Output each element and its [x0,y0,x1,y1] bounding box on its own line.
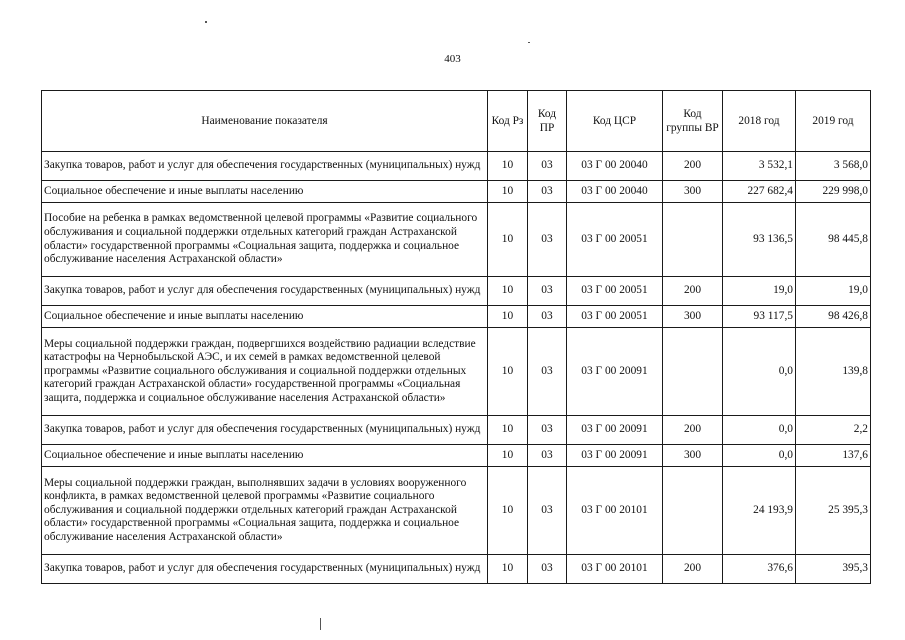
row-vr [663,328,723,416]
row-vr: 200 [663,277,723,306]
row-name: Пособие на ребенка в рамках ведомственной целевой программы «Развитие социального обслуживания и социальной поддержки отдельных категорий граждан Астраханской области» государственной программы «Социальная защита, поддержка и социальное обслуживание населения Астраханской области» [42,203,488,277]
row-csr: 03 Г 00 20091 [567,416,663,445]
header-vr: Код группы ВР [663,91,723,152]
table-row [42,445,871,467]
row-pr: 03 [528,181,567,203]
row-2019: 139,8 [796,328,871,416]
scan-speck [528,42,530,43]
row-2018: 24 193,9 [723,467,796,555]
row-name: Меры социальной поддержки граждан, выполнявших задачи в условиях вооруженного конфликта, в рамках ведомственной целевой программы «Развитие социального обслуживания и социальной поддержки отдельных категорий граждан Астраханской области» государственной программы «Социальная защита, поддержка и социальное обслуживание населения Астраханской области» [42,467,488,555]
row-2019: 229 998,0 [796,181,871,203]
header-csr: Код ЦСР [567,91,663,152]
scan-speck [205,21,207,23]
row-rz: 10 [488,445,528,467]
row-vr: 200 [663,152,723,181]
table-row [42,181,871,203]
row-pr: 03 [528,328,567,416]
table-row [42,306,871,328]
row-rz: 10 [488,555,528,584]
row-csr: 03 Г 00 20101 [567,555,663,584]
table-row [42,555,871,584]
row-csr: 03 Г 00 20091 [567,328,663,416]
row-name: Социальное обеспечение и иные выплаты населению [42,306,488,328]
header-name: Наименование показателя [42,91,488,152]
row-vr: 300 [663,181,723,203]
row-name: Закупка товаров, работ и услуг для обеспечения государственных (муниципальных) нужд [42,152,488,181]
row-2019: 98 445,8 [796,203,871,277]
row-2018: 19,0 [723,277,796,306]
table-row [42,467,871,555]
table-header-row [42,91,871,152]
row-2018: 93 117,5 [723,306,796,328]
row-2019: 25 395,3 [796,467,871,555]
row-2019: 2,2 [796,416,871,445]
row-2019: 137,6 [796,445,871,467]
row-csr: 03 Г 00 20091 [567,445,663,467]
row-2018: 0,0 [723,416,796,445]
row-name: Закупка товаров, работ и услуг для обеспечения государственных (муниципальных) нужд [42,416,488,445]
row-vr: 300 [663,445,723,467]
row-csr: 03 Г 00 20101 [567,467,663,555]
row-rz: 10 [488,467,528,555]
row-2018: 93 136,5 [723,203,796,277]
row-2018: 0,0 [723,445,796,467]
row-rz: 10 [488,277,528,306]
table-row [42,277,871,306]
row-rz: 10 [488,152,528,181]
row-csr: 03 Г 00 20051 [567,306,663,328]
row-name: Меры социальной поддержки граждан, подвергшихся воздействию радиации вследствие катастрофы на Чернобыльской АЭС, и их семей в рамках ведомственной целевой программы «Развитие социального обслуживания и социальной поддержки отдельных категорий граждан Астраханской области» государственной программы «Социальная защита, поддержка и социальное обслуживание населения Астраханской области» [42,328,488,416]
row-2018: 0,0 [723,328,796,416]
row-vr [663,467,723,555]
row-name: Социальное обеспечение и иные выплаты населению [42,445,488,467]
row-csr: 03 Г 00 20051 [567,277,663,306]
row-csr: 03 Г 00 20040 [567,181,663,203]
row-pr: 03 [528,306,567,328]
header-2019: 2019 год [796,91,871,152]
scan-speck [320,618,321,630]
table-row [42,152,871,181]
header-pr: Код ПР [528,91,567,152]
table-row [42,328,871,416]
table-row [42,203,871,277]
row-name: Закупка товаров, работ и услуг для обеспечения государственных (муниципальных) нужд [42,277,488,306]
header-rz: Код Рз [488,91,528,152]
row-csr: 03 Г 00 20040 [567,152,663,181]
row-2019: 3 568,0 [796,152,871,181]
row-vr [663,203,723,277]
row-vr: 200 [663,555,723,584]
row-2019: 98 426,8 [796,306,871,328]
page-number: 403 [444,53,461,65]
row-pr: 03 [528,203,567,277]
row-vr: 200 [663,416,723,445]
row-rz: 10 [488,416,528,445]
row-2018: 376,6 [723,555,796,584]
row-2018: 227 682,4 [723,181,796,203]
row-name: Социальное обеспечение и иные выплаты населению [42,181,488,203]
row-pr: 03 [528,152,567,181]
row-pr: 03 [528,277,567,306]
row-2018: 3 532,1 [723,152,796,181]
table-row [42,416,871,445]
row-rz: 10 [488,328,528,416]
row-rz: 10 [488,203,528,277]
row-pr: 03 [528,416,567,445]
row-name: Закупка товаров, работ и услуг для обеспечения государственных (муниципальных) нужд [42,555,488,584]
budget-table [41,90,871,584]
header-2018: 2018 год [723,91,796,152]
row-2019: 395,3 [796,555,871,584]
row-2019: 19,0 [796,277,871,306]
row-rz: 10 [488,306,528,328]
row-rz: 10 [488,181,528,203]
row-pr: 03 [528,555,567,584]
row-vr: 300 [663,306,723,328]
row-csr: 03 Г 00 20051 [567,203,663,277]
row-pr: 03 [528,467,567,555]
row-pr: 03 [528,445,567,467]
